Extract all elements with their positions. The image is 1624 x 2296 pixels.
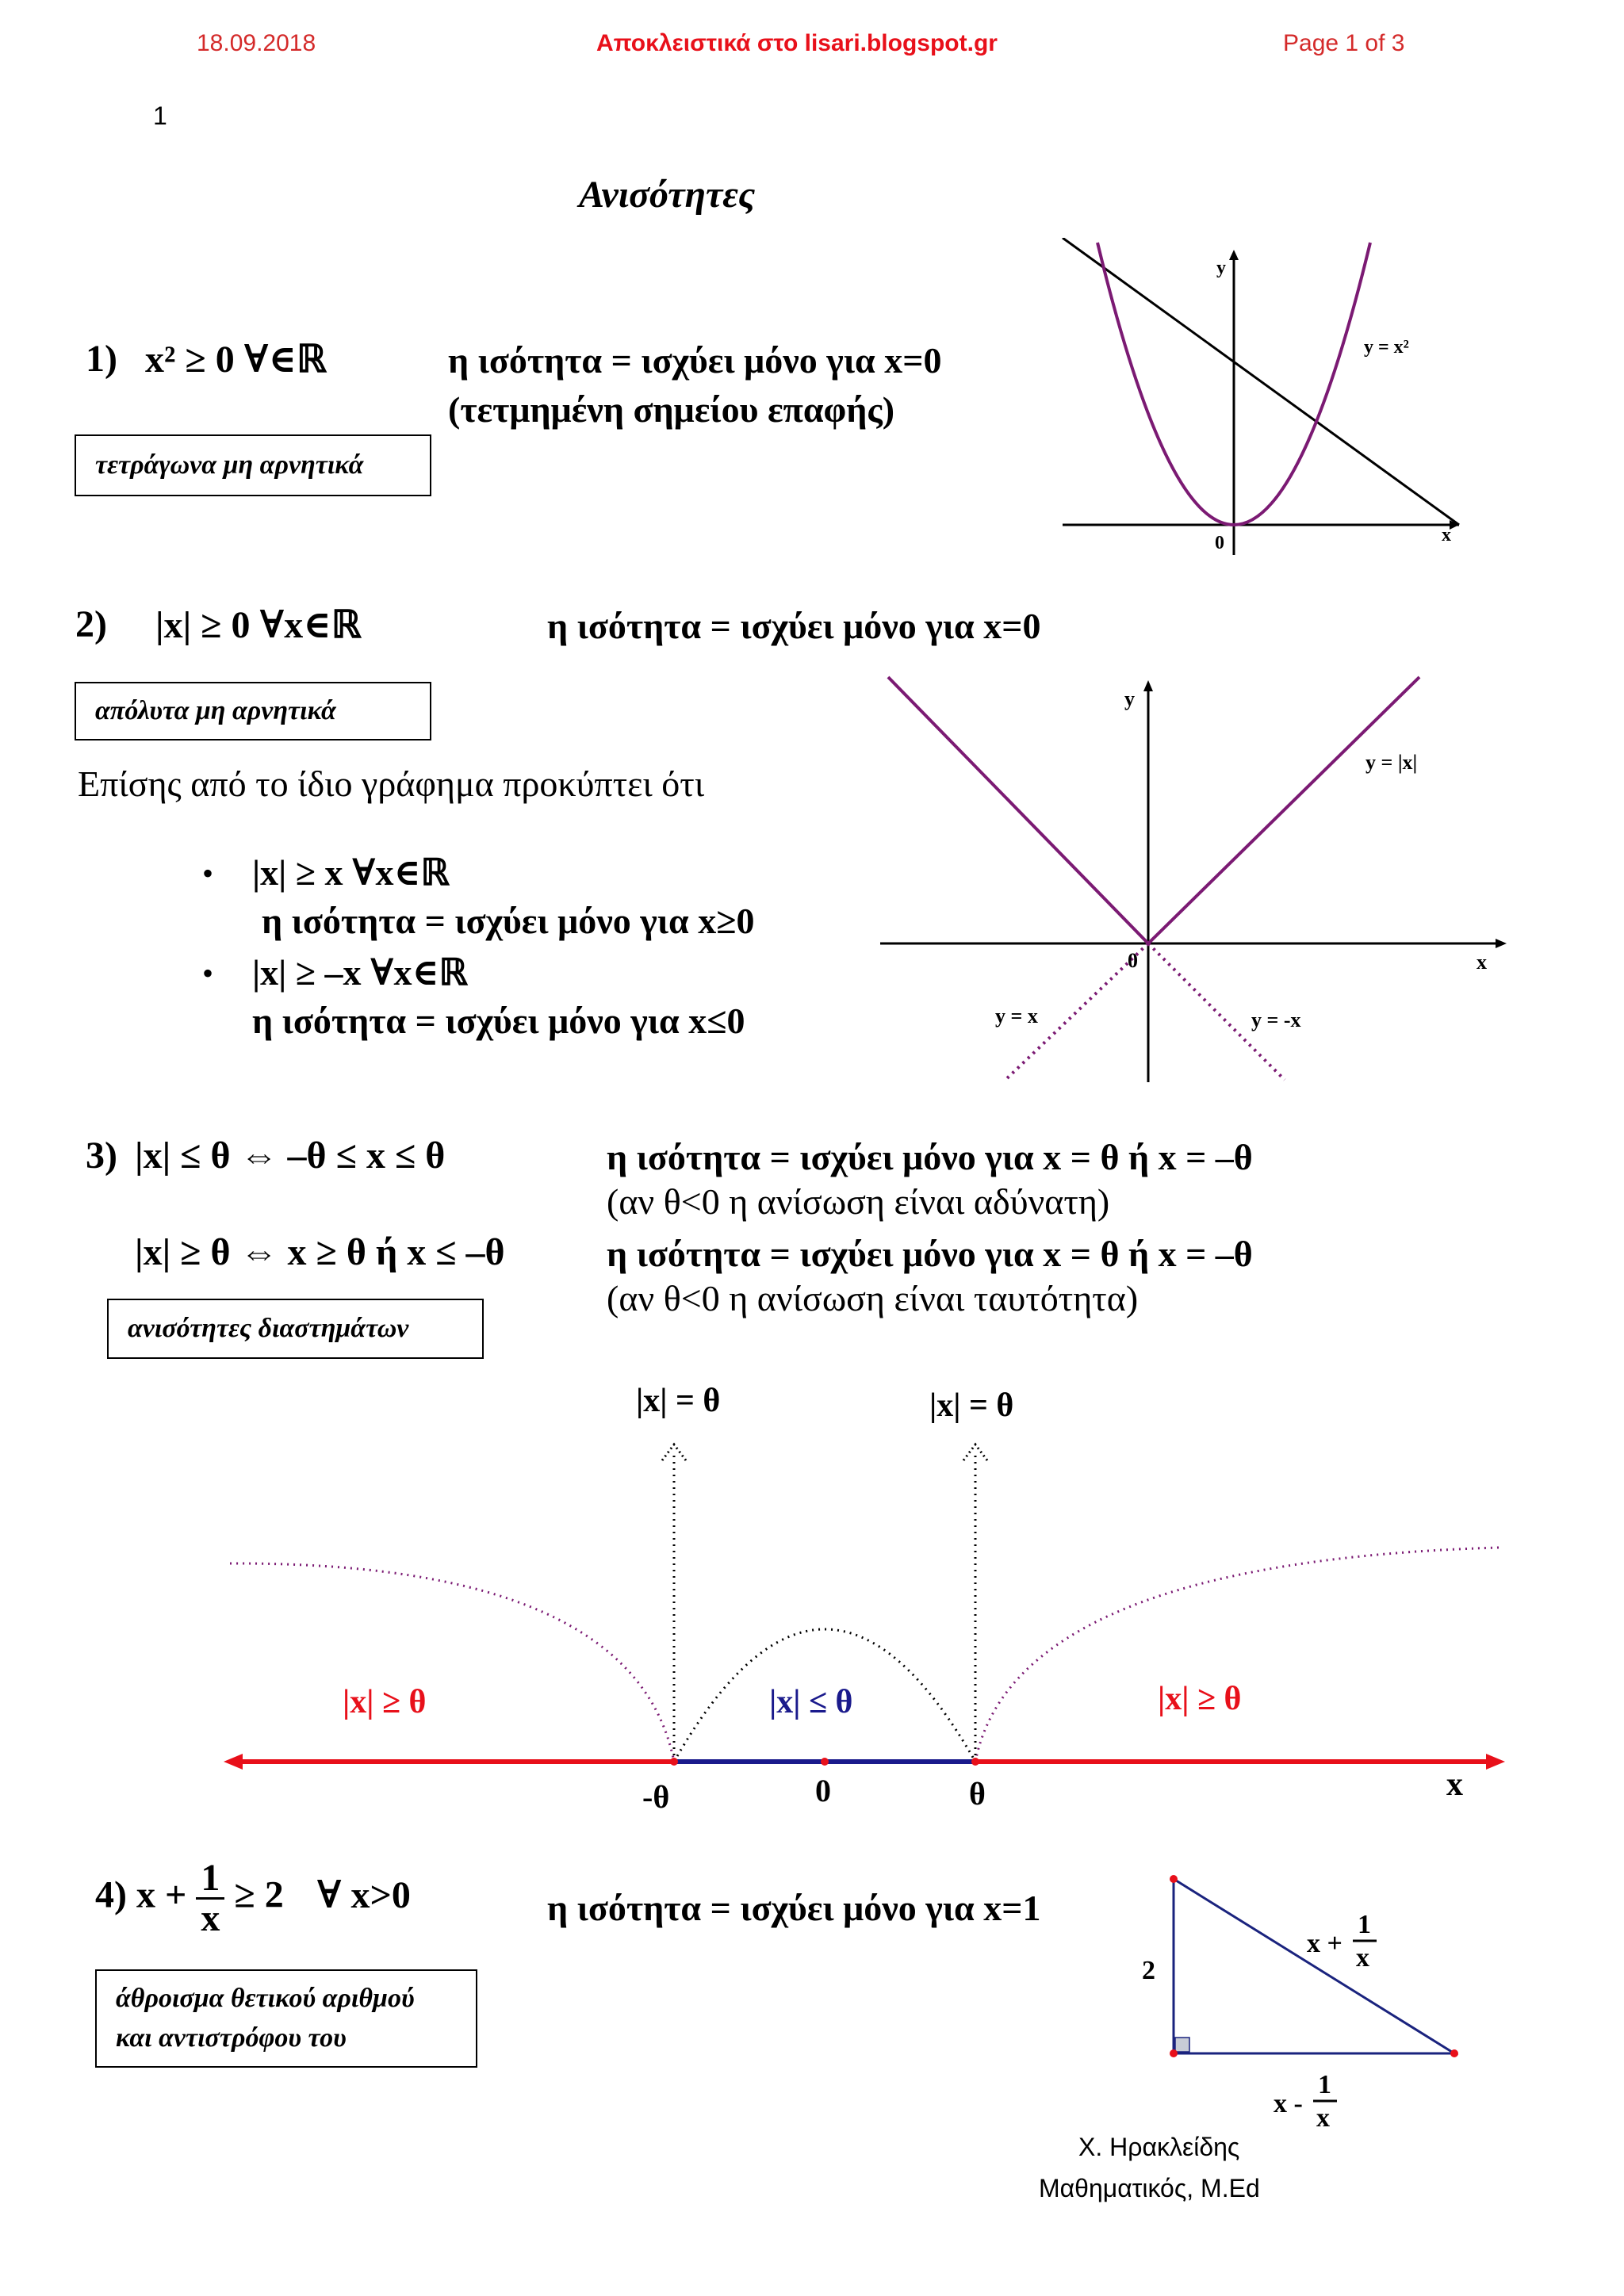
s3-number: 3) xyxy=(86,1135,117,1177)
s1-box-text: τετράγωνα μη αρνητικά xyxy=(95,450,364,480)
header-date: 18.09.2018 xyxy=(197,30,316,56)
s3-line1: |x| ≤ θ ⇔ –θ ≤ x ≤ θ xyxy=(135,1135,446,1177)
s2-y-arrow xyxy=(1143,680,1153,691)
s4-fraction xyxy=(196,1859,224,1938)
s3-x-label: x xyxy=(1446,1766,1463,1803)
s1-formula: x² ≥ 0 ∀∈ℝ xyxy=(145,339,327,381)
s3-right-curve xyxy=(975,1548,1499,1762)
s4-forall: ∀ x>0 xyxy=(316,1873,411,1916)
s3-left-arrowhead xyxy=(662,1445,686,1460)
s2-y-label: y xyxy=(1124,687,1135,710)
s1-x-axis xyxy=(1063,238,1459,525)
s1-x-label: x xyxy=(1442,525,1451,545)
s2-equality: η ισότητα = ισχύει μόνο για x=0 xyxy=(547,606,1041,646)
s3-point-zero xyxy=(821,1758,829,1766)
s2-rx-label: y = -x xyxy=(1251,1008,1301,1031)
s4-hyp-x: x + xyxy=(1307,1929,1342,1958)
s3-point-neg-theta xyxy=(670,1758,678,1766)
s4-plus: + xyxy=(164,1873,187,1916)
s2-bullet1-equality: η ισότητα = ισχύει μόνο για x≥0 xyxy=(262,901,755,941)
s1-y-arrow xyxy=(1229,250,1239,260)
s3-line1-equality: η ισότητα = ισχύει μόνο για x = θ ή x = –θ xyxy=(607,1137,1253,1177)
s3-le-middle: |x| ≤ θ xyxy=(769,1684,853,1720)
s2-bullet2-equality: η ισότητα = ισχύει μόνο για x≤0 xyxy=(252,1001,745,1041)
s4-box-line1: άθροισμα θετικού αριθμού xyxy=(116,1984,415,2013)
page-number: 1 xyxy=(153,101,167,130)
s4-ge2: ≥ 2 xyxy=(234,1873,284,1916)
s2-x-label: x xyxy=(1477,951,1487,974)
s1-y-label: y xyxy=(1216,258,1226,278)
s3-interval-diagram xyxy=(222,1364,1522,1823)
s4-fraction-den: x xyxy=(201,1897,220,1939)
s2-abs-curve xyxy=(888,677,1419,943)
bullet-1: • xyxy=(202,855,214,891)
s3-point-theta xyxy=(971,1758,979,1766)
s4-fraction-num: 1 xyxy=(196,1859,224,1900)
s3-left-arrow xyxy=(224,1754,243,1770)
s3-ge-left: |x| ≥ θ xyxy=(343,1684,427,1720)
s4-right-angle xyxy=(1175,2038,1189,2052)
s4-vertex-top xyxy=(1170,1875,1178,1883)
s4-hyp-num: 1 xyxy=(1358,1910,1371,1939)
s3-eq-left: |x| = θ xyxy=(636,1383,721,1419)
s3-neg-theta-label: -θ xyxy=(642,1779,670,1815)
s3-right-arrowhead xyxy=(963,1445,987,1460)
s1-equality-note: (τετμημένη σημείου επαφής) xyxy=(448,389,895,430)
s2-intro: Επίσης από το ίδιο γράφημα προκύπτει ότι xyxy=(78,763,705,804)
s4-formula xyxy=(95,1859,411,1938)
s2-bullet1: |x| ≥ x ∀x∈ℝ xyxy=(252,852,450,893)
s1-origin-label: 0 xyxy=(1215,533,1224,553)
s3-right-arrow xyxy=(1486,1754,1505,1770)
s3-box xyxy=(107,1299,484,1359)
s1-box xyxy=(75,434,431,496)
s3-line2: |x| ≥ θ ⇔ x ≥ θ ή x ≤ –θ xyxy=(135,1231,505,1273)
s4-equality: η ισότητα = ισχύει μόνο για x=1 xyxy=(547,1888,1041,1928)
s4-box-line2: και αντιστρόφου του xyxy=(116,2023,347,2053)
s3-ge-right: |x| ≥ θ xyxy=(1158,1681,1242,1717)
signature-name: Χ. Ηρακλείδης xyxy=(1078,2133,1240,2161)
s2-lx-label: y = x xyxy=(995,1004,1038,1027)
signature-role: Μαθηματικός, M.Ed xyxy=(1039,2174,1260,2202)
s4-side-label: 2 xyxy=(1142,1956,1155,1985)
s4-vertex-corner xyxy=(1170,2049,1178,2057)
s3-theta-label: θ xyxy=(969,1776,986,1812)
header-page: Page 1 of 3 xyxy=(1283,30,1405,56)
s2-x-arrow xyxy=(1496,939,1507,948)
header-title: Αποκλειστικά στο lisari.blogspot.gr xyxy=(596,30,998,56)
s2-number: 2) xyxy=(75,603,107,645)
s2-bullet2: |x| ≥ –x ∀x∈ℝ xyxy=(252,952,468,993)
s3-line2-equality: η ισότητα = ισχύει μόνο για x = θ ή x = –θ xyxy=(607,1234,1253,1274)
bullet-2: • xyxy=(202,955,214,991)
s3-eq-right: |x| = θ xyxy=(929,1387,1014,1424)
s3-line1-note: (αν θ<0 η ανίσωση είναι αδύνατη) xyxy=(607,1181,1110,1222)
s3-left-curve xyxy=(230,1563,674,1762)
s2-box-text: απόλυτα μη αρνητικά xyxy=(95,696,336,725)
s4-triangle-shape xyxy=(1174,1879,1454,2053)
s2-abs-label: y = |x| xyxy=(1365,751,1418,774)
s4-hyp-den: x xyxy=(1356,1943,1369,1973)
s2-abs-graph xyxy=(880,674,1515,1086)
s4-box xyxy=(95,1969,477,2068)
s1-equality: η ισότητα = ισχύει μόνο για x=0 xyxy=(448,340,942,381)
s4-base-x: x - xyxy=(1274,2089,1303,2118)
s2-origin-label: 0 xyxy=(1128,949,1138,972)
s1-parabola-graph xyxy=(1047,238,1491,571)
s4-base-num: 1 xyxy=(1318,2070,1331,2099)
s2-formula: |x| ≥ 0 ∀x∈ℝ xyxy=(155,604,362,646)
s4-triangle xyxy=(1126,1863,1522,2149)
s2-box xyxy=(75,682,431,740)
s3-line2-note: (αν θ<0 η ανίσωση είναι ταυτότητα) xyxy=(607,1278,1139,1318)
s4-base-den: x xyxy=(1316,2103,1330,2133)
s1-curve-label: y = x² xyxy=(1364,337,1409,358)
s3-box-text: ανισότητες διαστημάτων xyxy=(128,1314,409,1343)
page-title: Ανισότητες xyxy=(579,174,756,216)
s3-zero-label: 0 xyxy=(815,1773,831,1808)
s1-number: 1) xyxy=(86,338,117,380)
s4-x: x xyxy=(136,1873,155,1916)
s4-vertex-right xyxy=(1450,2049,1458,2057)
s4-number: 4) xyxy=(95,1873,127,1916)
